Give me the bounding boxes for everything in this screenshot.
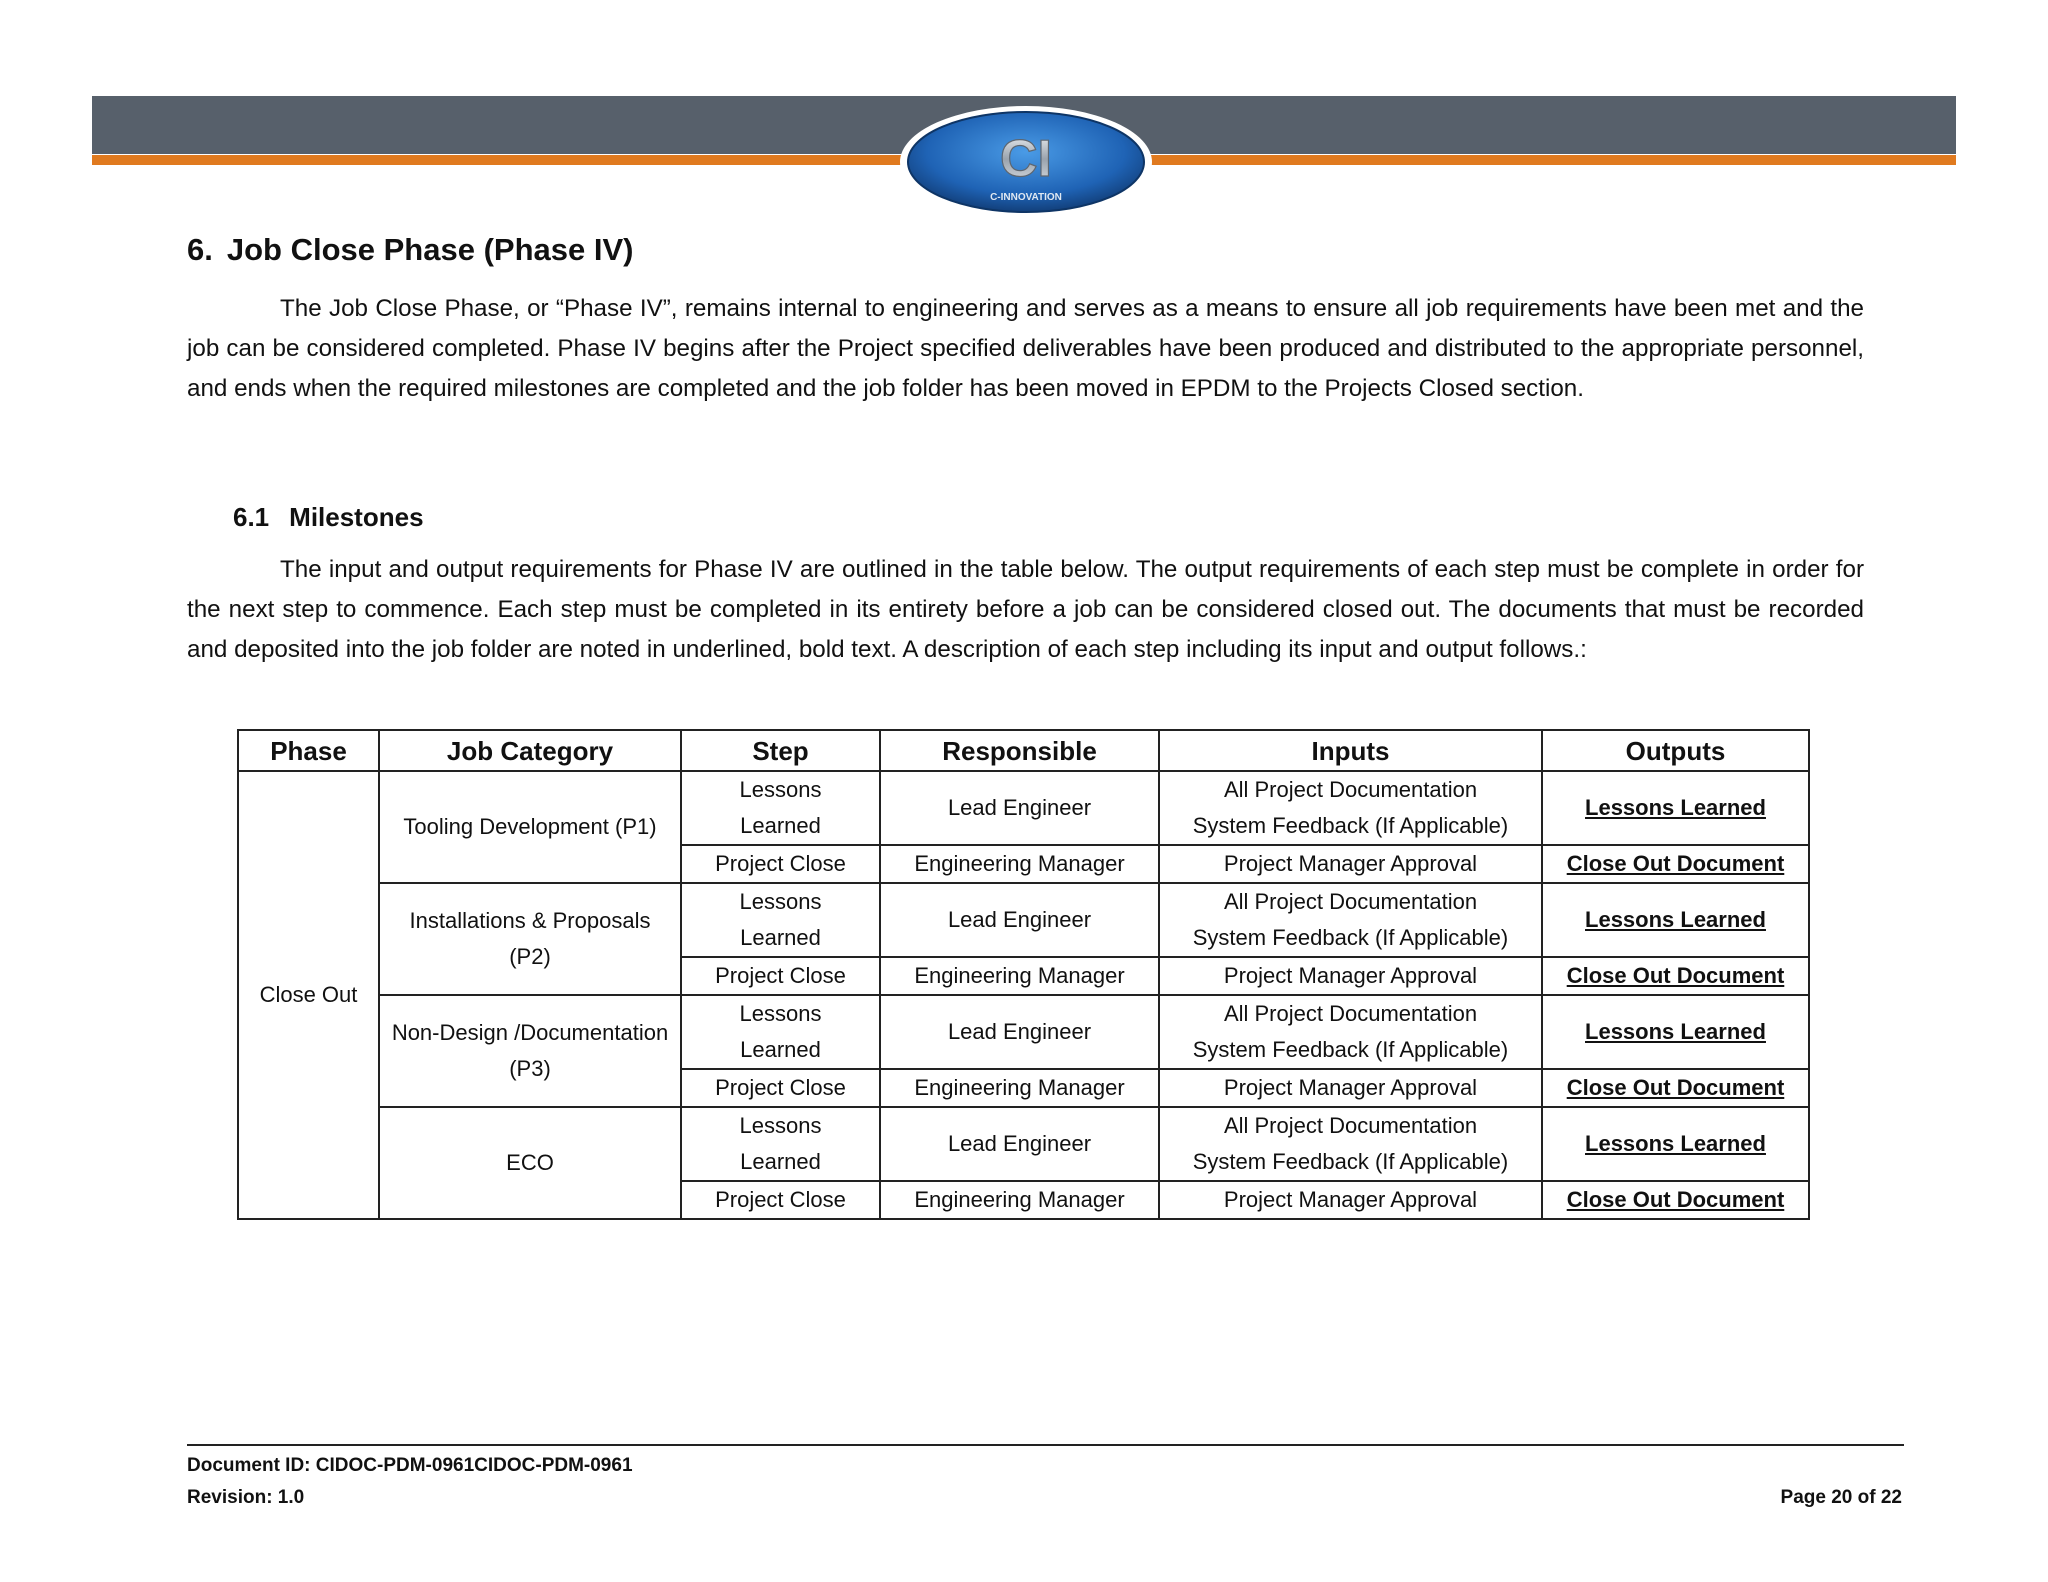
footer-divider xyxy=(187,1444,1904,1446)
inputs-cell: Project Manager Approval xyxy=(1159,1181,1542,1219)
responsible-cell: Engineering Manager xyxy=(880,1069,1159,1107)
outputs-cell xyxy=(1542,1181,1809,1219)
column-header: Phase xyxy=(238,730,379,771)
output-document-link[interactable]: Close Out Document xyxy=(1566,963,1785,988)
inputs-cell: All Project Documentation System Feedback (If Applicable) xyxy=(1159,883,1542,957)
step-cell: Lessons Learned xyxy=(681,771,880,845)
output-document-link[interactable]: Lessons Learned xyxy=(1585,1131,1766,1156)
outputs-cell xyxy=(1542,771,1809,845)
responsible-cell: Lead Engineer xyxy=(880,883,1159,957)
section-intro-paragraph: The Job Close Phase, or “Phase IV”, remains internal to engineering and serves as a means to ensure all job requirements have been met and the job can be considered completed. Phase IV begins after the Project specified deliverables have been produced and distributed to the appropriate personnel, and ends when the required milestones are completed and the job folder has been moved in EPDM to the Projects Closed section. xyxy=(187,295,1864,402)
inputs-cell: Project Manager Approval xyxy=(1159,845,1542,883)
phase-cell: Close Out xyxy=(238,771,379,1219)
output-document-link[interactable]: Lessons Learned xyxy=(1585,795,1766,820)
inputs-cell: All Project Documentation System Feedback (If Applicable) xyxy=(1159,771,1542,845)
subsection-number: 6.1 xyxy=(233,502,270,532)
outputs-cell xyxy=(1542,883,1809,957)
step-cell: Lessons Learned xyxy=(681,1107,880,1181)
output-document-link[interactable]: Close Out Document xyxy=(1566,1187,1785,1212)
job-category-cell: Tooling Development (P1) xyxy=(379,771,681,883)
footer-document-info xyxy=(187,1450,633,1514)
column-header: Inputs xyxy=(1159,730,1542,771)
output-document-link[interactable]: Close Out Document xyxy=(1566,851,1785,876)
page-number: Page 20 of 22 xyxy=(1780,1487,1902,1508)
step-cell: Project Close xyxy=(681,1069,880,1107)
table-row xyxy=(238,771,1809,845)
milestones-intro-paragraph: The input and output requirements for Phase IV are outlined in the table below. The output requirements of each step must be complete in order for the next step to commence. Each step must be completed in its entirety before a job can be considered closed out. The documents that must be recorded and deposited into the job folder are noted in underlined, bold text. A description of each step including its input and output follows.: xyxy=(187,556,1864,663)
responsible-cell: Engineering Manager xyxy=(880,1181,1159,1219)
subsection-heading xyxy=(233,502,424,533)
table-row xyxy=(238,1107,1809,1181)
responsible-cell: Lead Engineer xyxy=(880,771,1159,845)
step-cell: Lessons Learned xyxy=(681,995,880,1069)
table-header-row xyxy=(238,730,1809,771)
section-title: Job Close Phase (Phase IV) xyxy=(226,232,634,267)
company-logo xyxy=(896,104,1156,220)
milestones-table xyxy=(237,729,1810,1220)
column-header: Outputs xyxy=(1542,730,1809,771)
outputs-cell xyxy=(1542,1069,1809,1107)
column-header: Step xyxy=(681,730,880,771)
responsible-cell: Lead Engineer xyxy=(880,1107,1159,1181)
job-category-cell: Installations & Proposals (P2) xyxy=(379,883,681,995)
step-cell: Project Close xyxy=(681,845,880,883)
outputs-cell xyxy=(1542,957,1809,995)
responsible-cell: Engineering Manager xyxy=(880,845,1159,883)
outputs-cell xyxy=(1542,845,1809,883)
outputs-cell xyxy=(1542,1107,1809,1181)
step-cell: Project Close xyxy=(681,957,880,995)
column-header: Job Category xyxy=(379,730,681,771)
inputs-cell: Project Manager Approval xyxy=(1159,957,1542,995)
table-row xyxy=(238,995,1809,1069)
inputs-cell: Project Manager Approval xyxy=(1159,1069,1542,1107)
table-row xyxy=(238,883,1809,957)
inputs-cell: All Project Documentation System Feedback (If Applicable) xyxy=(1159,995,1542,1069)
responsible-cell: Lead Engineer xyxy=(880,995,1159,1069)
output-document-link[interactable]: Lessons Learned xyxy=(1585,907,1766,932)
step-cell: Lessons Learned xyxy=(681,883,880,957)
step-cell: Project Close xyxy=(681,1181,880,1219)
inputs-cell: All Project Documentation System Feedback (If Applicable) xyxy=(1159,1107,1542,1181)
logo-letters: CI xyxy=(1000,130,1052,188)
document-id: Document ID: CIDOC-PDM-0961CIDOC-PDM-0961 xyxy=(187,1455,633,1476)
logo-caption: C-INNOVATION xyxy=(990,192,1062,203)
subsection-title: Milestones xyxy=(289,502,424,532)
column-header: Responsible xyxy=(880,730,1159,771)
section-heading xyxy=(187,232,633,268)
outputs-cell xyxy=(1542,995,1809,1069)
section-number: 6. xyxy=(187,232,213,267)
job-category-cell: Non-Design /Documentation (P3) xyxy=(379,995,681,1107)
job-category-cell: ECO xyxy=(379,1107,681,1219)
output-document-link[interactable]: Close Out Document xyxy=(1566,1075,1785,1100)
revision: Revision: 1.0 xyxy=(187,1487,305,1508)
company-logo-graphic xyxy=(896,104,1156,220)
responsible-cell: Engineering Manager xyxy=(880,957,1159,995)
output-document-link[interactable]: Lessons Learned xyxy=(1585,1019,1766,1044)
